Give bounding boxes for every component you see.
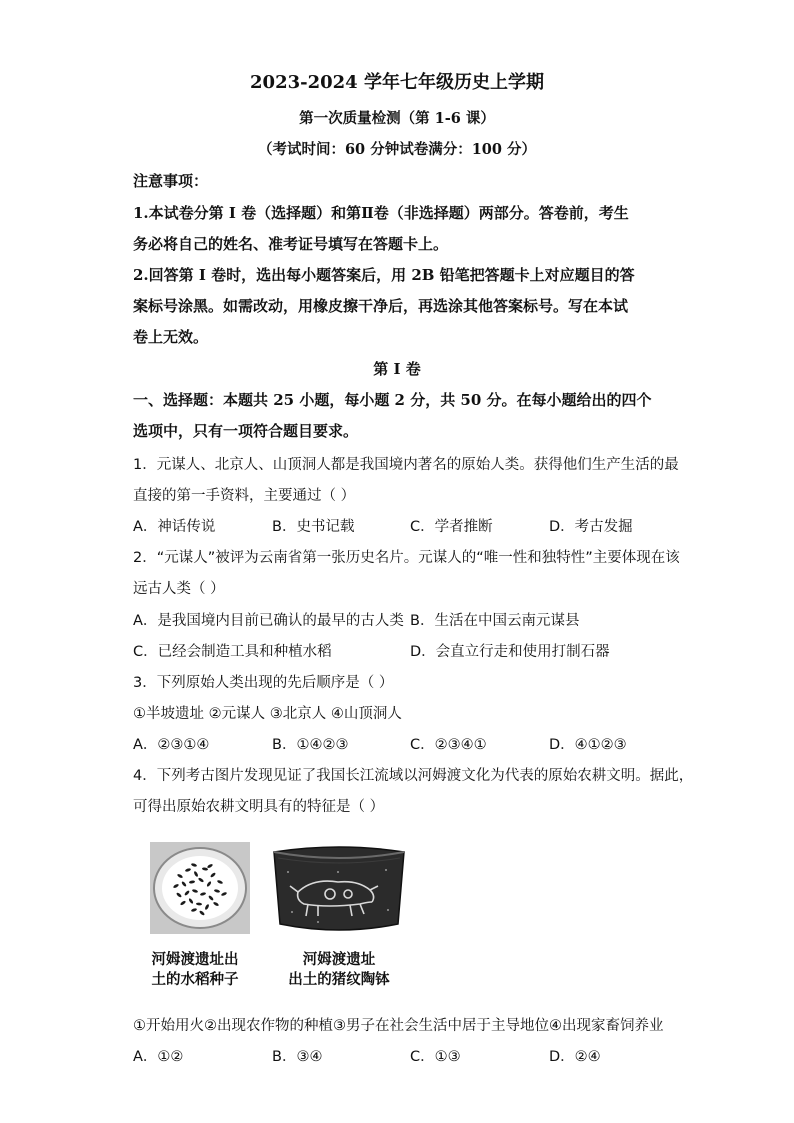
option-d: D．④①②③	[549, 737, 627, 753]
option-c: C．②③④①	[410, 737, 487, 753]
question-items: ①开始用火②出现农作物的种植③男子在社会生活中居于主导地位④出现家畜饲养业	[133, 1018, 664, 1034]
page-title: 2023-2024 学年七年级历史上学期	[250, 72, 544, 93]
option-b: B．生活在中国云南元谋县	[410, 613, 580, 629]
caption-line: 河姆渡遗址	[302, 951, 376, 968]
caption-line: 出土的猪纹陶钵	[288, 971, 390, 988]
question-stem: 直接的第一手资料，主要通过（ ）	[133, 488, 356, 504]
question-stem: 4．下列考古图片发现见证了我国长江流域以河姆渡文化为代表的原始农耕文明。据此，	[133, 768, 694, 784]
notes-line: 2.回答第 Ⅰ 卷时，选出每小题答案后，用 2B 铅笔把答题卡上对应题目的答	[133, 266, 635, 284]
caption-line: 土的水稻种子	[151, 971, 239, 988]
option-d: D．②④	[549, 1049, 601, 1065]
section-instruction: 选项中，只有一项符合题目要求。	[133, 422, 359, 440]
option-d: D．会直立行走和使用打制石器	[410, 644, 610, 660]
option-c: C．学者推断	[410, 519, 493, 535]
exam-subtitle: 第一次质量检测（第 1-6 课）	[299, 110, 495, 127]
question-stem: 可得出原始农耕文明具有的特征是（ ）	[133, 799, 385, 815]
option-d: D．考古发掘	[549, 519, 633, 535]
notes-line: 1.本试卷分第 Ⅰ 卷（选择题）和第Ⅱ卷（非选择题）两部分。答卷前，考生	[133, 204, 629, 222]
option-a: A．①②	[133, 1049, 184, 1065]
figure-caption-rice	[130, 950, 260, 990]
option-b: B．③④	[272, 1049, 323, 1065]
question-items: ①半坡遗址 ②元谋人 ③北京人 ④山顶洞人	[133, 706, 402, 722]
notes-line: 务必将自己的姓名、准考证号填写在答题卡上。	[133, 235, 449, 253]
option-b: B．①④②③	[272, 737, 349, 753]
rice-seeds-photo	[150, 842, 250, 934]
option-a: A．神话传说	[133, 519, 216, 535]
question-stem: 远古人类（ ）	[133, 581, 225, 597]
exam-info: （考试时间：60 分钟试卷满分：100 分）	[257, 141, 537, 158]
notes-line: 案标号涂黑。如需改动，用橡皮擦干净后，再选涂其他答案标号。写在本试	[133, 297, 629, 315]
option-a: A．是我国境内目前已确认的最早的古人类	[133, 613, 404, 629]
pig-pattern-bowl-photo	[268, 842, 410, 936]
caption-line: 河姆渡遗址出	[151, 951, 239, 968]
question-stem: 3．下列原始人类出现的先后顺序是（ ）	[133, 675, 394, 691]
option-a: A．②③①④	[133, 737, 210, 753]
notes-line: 卷上无效。	[133, 328, 209, 346]
option-b: B．史书记载	[272, 519, 355, 535]
option-c: C．已经会制造工具和种植水稻	[133, 644, 332, 660]
option-c: C．①③	[410, 1049, 461, 1065]
section-instruction: 一、选择题：本题共 25 小题，每小题 2 分，共 50 分。在每小题给出的四个	[133, 391, 652, 409]
notes-heading: 注意事项：	[133, 172, 209, 190]
figure-caption-bowl	[274, 950, 404, 990]
question-stem: 1．元谋人、北京人、山顶洞人都是我国境内著名的原始人类。获得他们生产生活的最	[133, 457, 679, 473]
question-stem: 2．“元谋人”被评为云南省第一张历史名片。元谋人的“唯一性和独特性”主要体现在该	[133, 550, 680, 566]
section-title: 第 Ⅰ 卷	[373, 360, 421, 378]
